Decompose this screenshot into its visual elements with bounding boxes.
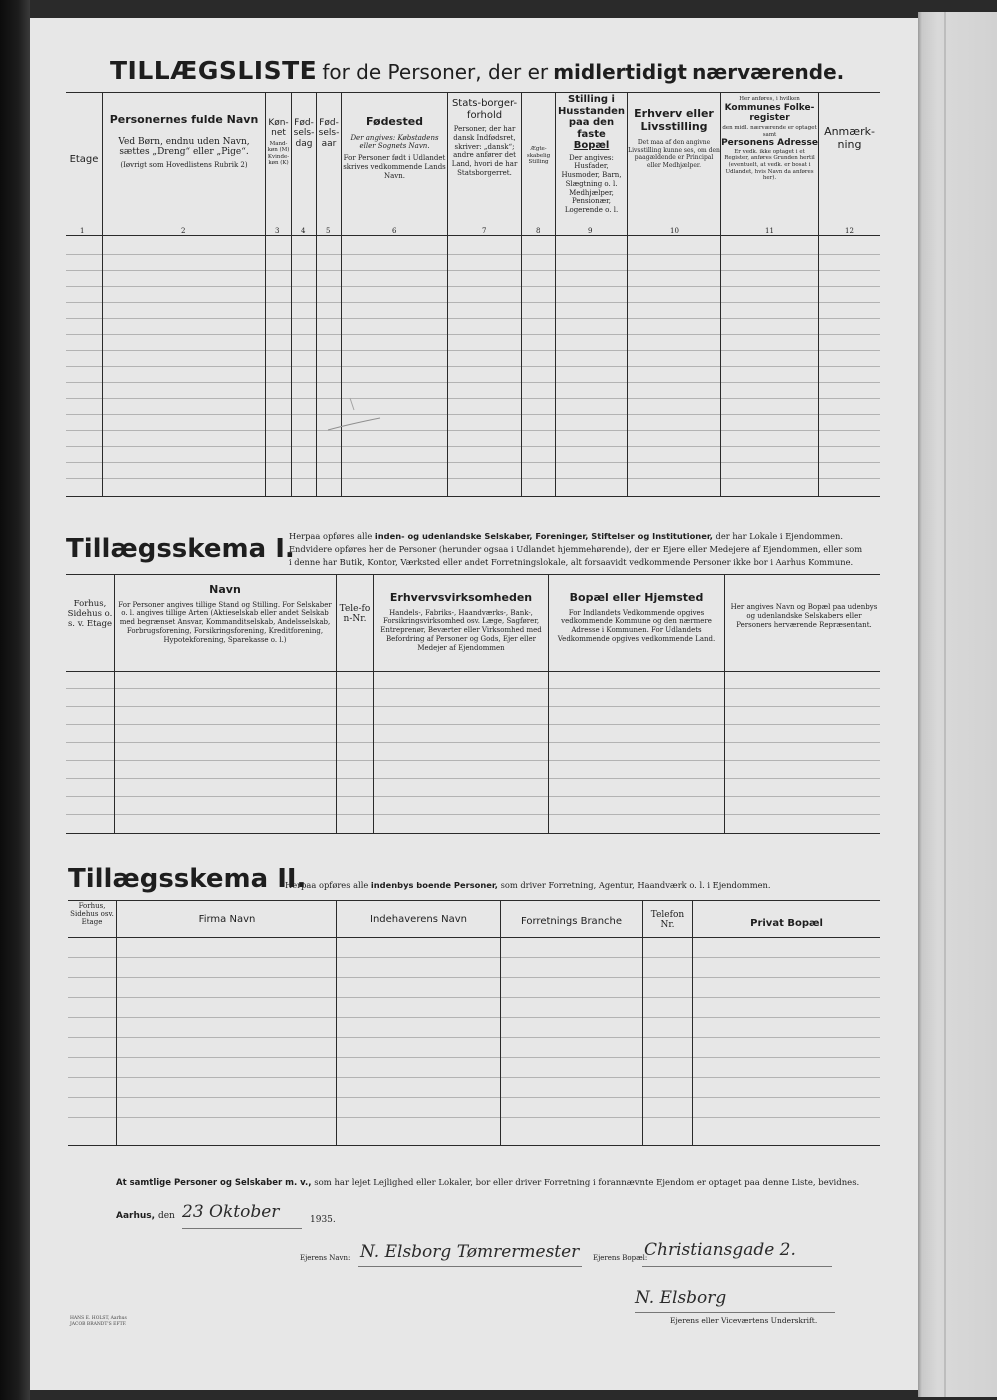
col-anmaerkning-header: Anmærk-ning xyxy=(824,125,875,151)
col-num: 6 xyxy=(392,227,397,235)
s1-col-erhverv-header: Erhvervsvirksomheden Handels-, Fabriks-, Haandværks-, Bank-, Forsikringsvirksomhed osv. Læge, Sagfører, Entreprenør, Beværter eller Virksomhed med Befordring af Personer og Gods, Ejer eller Medejer af Ejendommen xyxy=(380,591,542,652)
pencil-mark xyxy=(320,388,400,438)
s2-col-firma-header: Firma Navn xyxy=(198,914,256,925)
next-page-edge xyxy=(918,12,997,1397)
s2-col-indehaver-header: Indehaverens Navn xyxy=(370,914,467,925)
col-num: 1 xyxy=(80,227,85,235)
col-folkeregister-header: Her anføres, i hvilken Kommunes Folke-register den midl. nærværende er optaget samt Personens Adresse Er vedk. ikke optaget i et Register, anføres Grunden hertil (eventuelt, at vedk. er bosat i Udlandet, hvis Navn da anføres her). xyxy=(721,96,818,182)
col-statsborger-header: Stats-borger-forhold Personer, der har dansk Indfødsret, skriver: „dansk“; andre anfører det Land, hvori de har Statsborgerret. xyxy=(451,98,518,177)
col-num: 12 xyxy=(845,227,854,235)
s1-col-repraesentant-header: Her angives Navn og Bopæl paa udenbys og udenlandske Selskabers eller Personers herværende Repræsentant. xyxy=(730,603,878,629)
col-num: 3 xyxy=(275,227,280,235)
col-foedested-header: Fødested Der angives: Købstadens eller Sognets Navn. For Personer født i Udlandet skrives vedkommende Lands Navn. xyxy=(343,115,446,180)
date-handwritten: 23 Oktober xyxy=(182,1202,280,1222)
col-num: 5 xyxy=(326,227,331,235)
year: 1935. xyxy=(310,1215,336,1225)
col-num: 11 xyxy=(765,227,774,235)
col-stilling-header: Stilling i Husstanden paa den faste Bopæl Der angives: Husfader, Husmoder, Barn, Slægtning o. l. Medhjælper, Pensionær, Logerende o. l. xyxy=(557,94,626,214)
skema2-title: Tillægsskema II. xyxy=(68,864,307,894)
s2-col-etage-header: Forhus, Sidehus osv. Etage xyxy=(70,902,114,927)
date-line: Aarhus, den xyxy=(116,1211,175,1221)
owner-address-label: Ejerens Bopæl: xyxy=(593,1254,648,1262)
s1-col-bopael-header: Bopæl eller Hjemsted For Indlandets Vedkommende opgives vedkommende Kommune og den nærmere Adresse i Kommunen. For Udlandets Vedkommende opgives vedkommende Land. xyxy=(557,591,716,643)
col-num: 10 xyxy=(670,227,679,235)
s2-col-bopael-header: Privat Bopæl xyxy=(750,918,823,929)
owner-address-handwritten: Christiansgade 2. xyxy=(644,1240,796,1260)
skema2-intro: Herpaa opføres alle indenbys boende Personer, som driver Forretning, Agentur, Haandværk o. l. i Ejendommen. xyxy=(285,880,771,890)
declaration-text: At samtlige Personer og Selskaber m. v., som har lejet Lejlighed eller Lokaler, bor eller driver Forretning i forannævnte Ejendom er optaget paa denne Liste, bevidnes. xyxy=(116,1178,860,1188)
s1-col-navn-header: Navn For Personer angives tillige Stand og Stilling. For Selskaber o. l. angives tillige Arten (Aktieselskab eller andet Selskab med begrænset Ansvar, Kommanditselskab, Andelsselskab, Forbrugsforening, Forsikringsforening, Kreditforening, Hypotekforening, Sparekasse o. l.) xyxy=(118,583,332,644)
col-erhverv-header: Erhverv eller Livsstilling Det maa af den angivne Livsstilling kunne ses, om den paagældende er Principal eller Medhjælper. xyxy=(628,107,720,169)
col-num: 2 xyxy=(181,227,186,235)
skema1-intro: Herpaa opføres alle inden- og udenlandske Selskaber, Foreninger, Stiftelser og Institutioner, der har Lokale i Ejendommen. Endvidere opføres her de Personer (herunder ogsaa i Udlandet hjemmehørende), der er Ejere eller Medejere af Ejendommen, eller som i denne har Butik, Kontor, Værksted eller andet Forretningslokale, alt forsaavidt vedkommende Personer ikke bor i Aarhus Kommune. xyxy=(289,531,863,567)
col-foedselsdag-header: Fød-sels-dag xyxy=(293,118,315,149)
owner-name-handwritten: N. Elsborg Tømrermester xyxy=(360,1242,580,1262)
skema1-title: Tillægsskema I. xyxy=(66,534,295,564)
col-num: 8 xyxy=(536,227,541,235)
signature-label: Ejerens eller Viceværtens Underskrift. xyxy=(670,1316,818,1325)
col-koen-header: Køn-net Mand-køn (M) Kvinde-køn (K) xyxy=(267,118,290,167)
form-page xyxy=(30,18,918,1390)
printer-imprint: HANS E. HOLST, Aarhus JACOB BRANDT'S EFTF. xyxy=(70,1316,127,1327)
col-num: 9 xyxy=(588,227,593,235)
col-num: 7 xyxy=(482,227,487,235)
page-title: TILLÆGSLISTE for de Personer, der er midlertidigt nærværende. xyxy=(110,56,845,85)
owner-signature: N. Elsborg xyxy=(635,1288,727,1308)
s2-col-telefon-header: Telefon Nr. xyxy=(650,910,685,931)
col-foedselsaar-header: Fød-sels-aar xyxy=(318,118,340,149)
col-aegteskab-header: Ægte-skabelig Stilling xyxy=(526,146,551,166)
col-num: 4 xyxy=(301,227,306,235)
col-navn-header: Personernes fulde Navn Ved Børn, endnu uden Navn, sættes „Dreng“ eller „Pige“. (Iøvrigt som Hovedlistens Rubrik 2) xyxy=(109,113,259,170)
s2-col-branche-header: Forretnings Branche xyxy=(520,916,623,927)
s1-col-etage-header: Forhus, Sidehus o. s. v. Etage xyxy=(67,599,113,629)
book-binding xyxy=(0,0,30,1400)
owner-name-label: Ejerens Navn: xyxy=(300,1254,351,1262)
col-etage-header: Etage xyxy=(69,154,99,165)
s1-col-telefon-header: Tele-fon-Nr. xyxy=(339,604,371,625)
